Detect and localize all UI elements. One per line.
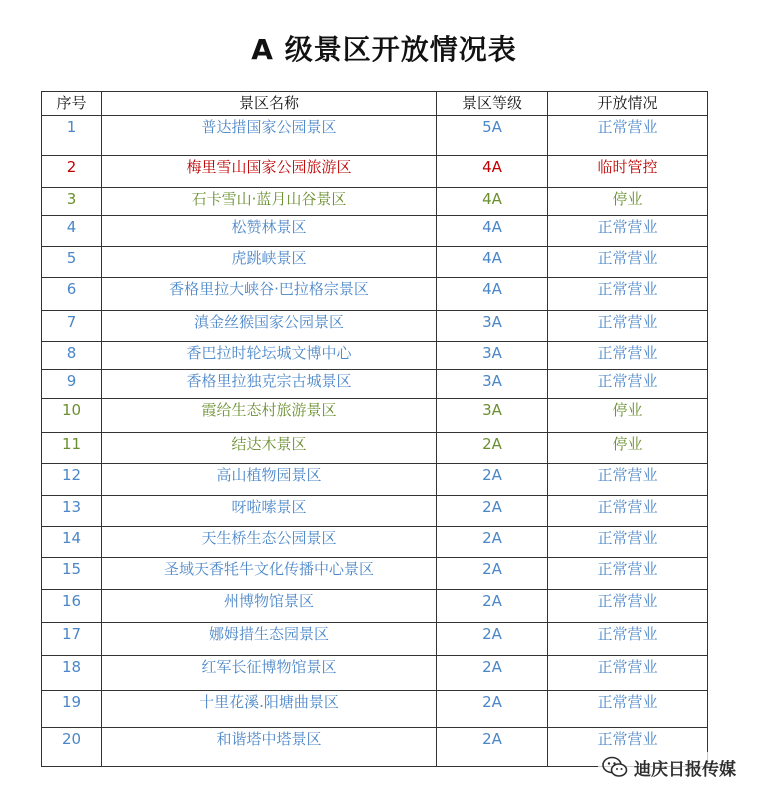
cell-number: 8	[42, 342, 102, 370]
cell-name: 州博物馆景区	[102, 590, 437, 623]
cell-number: 14	[42, 527, 102, 558]
cell-grade: 4A	[437, 156, 548, 188]
cell-name: 虎跳峡景区	[102, 247, 437, 278]
cell-number: 9	[42, 370, 102, 399]
table-row	[42, 464, 708, 496]
cell-grade: 2A	[437, 623, 548, 656]
table-row	[42, 527, 708, 558]
cell-status: 停业	[548, 188, 708, 216]
cell-grade: 4A	[437, 216, 548, 247]
header-number: 序号	[42, 92, 102, 116]
cell-name: 十里花溪.阳塘曲景区	[102, 691, 437, 728]
cell-number: 11	[42, 433, 102, 464]
cell-status: 正常营业	[548, 247, 708, 278]
page-title: A 级景区开放情况表	[251, 33, 517, 66]
cell-number: 5	[42, 247, 102, 278]
cell-grade: 2A	[437, 590, 548, 623]
header-name: 景区名称	[102, 92, 437, 116]
table-header-row	[42, 92, 708, 116]
cell-status: 停业	[548, 399, 708, 433]
cell-name: 圣域天香牦牛文化传播中心景区	[102, 558, 437, 590]
table-row	[42, 370, 708, 399]
table-row	[42, 433, 708, 464]
cell-number: 13	[42, 496, 102, 527]
header-grade: 景区等级	[437, 92, 548, 116]
cell-grade: 2A	[437, 527, 548, 558]
cell-number: 12	[42, 464, 102, 496]
watermark-text: 迪庆日报传媒	[634, 759, 736, 780]
table-row	[42, 311, 708, 342]
cell-name: 高山植物园景区	[102, 464, 437, 496]
cell-status: 正常营业	[548, 370, 708, 399]
cell-status: 正常营业	[548, 216, 708, 247]
cell-name: 红军长征博物馆景区	[102, 656, 437, 691]
cell-name: 呀啦嗦景区	[102, 496, 437, 527]
cell-number: 10	[42, 399, 102, 433]
table-row	[42, 399, 708, 433]
watermark	[598, 752, 740, 782]
cell-status: 正常营业	[548, 623, 708, 656]
table-row	[42, 590, 708, 623]
cell-grade: 3A	[437, 399, 548, 433]
cell-number: 18	[42, 656, 102, 691]
table-row	[42, 116, 708, 156]
cell-name: 娜姆措生态园景区	[102, 623, 437, 656]
cell-grade: 3A	[437, 311, 548, 342]
cell-status: 正常营业	[548, 464, 708, 496]
table-row	[42, 156, 708, 188]
cell-status: 正常营业	[548, 342, 708, 370]
table-row	[42, 342, 708, 370]
cell-status: 正常营业	[548, 691, 708, 728]
cell-grade: 3A	[437, 342, 548, 370]
cell-name: 天生桥生态公园景区	[102, 527, 437, 558]
cell-grade: 2A	[437, 464, 548, 496]
cell-name: 石卡雪山·蓝月山谷景区	[102, 188, 437, 216]
cell-status: 正常营业	[548, 116, 708, 156]
cell-grade: 2A	[437, 728, 548, 767]
cell-name: 霞给生态村旅游景区	[102, 399, 437, 433]
cell-status: 临时管控	[548, 156, 708, 188]
cell-number: 6	[42, 278, 102, 311]
cell-status: 正常营业	[548, 311, 708, 342]
cell-name: 香格里拉独克宗古城景区	[102, 370, 437, 399]
cell-status: 正常营业	[548, 527, 708, 558]
scenic-area-table	[41, 91, 708, 767]
table-row	[42, 558, 708, 590]
wechat-icon	[602, 756, 628, 778]
table-row	[42, 691, 708, 728]
cell-number: 19	[42, 691, 102, 728]
cell-number: 1	[42, 116, 102, 156]
cell-number: 15	[42, 558, 102, 590]
cell-status: 停业	[548, 433, 708, 464]
cell-grade: 4A	[437, 188, 548, 216]
cell-grade: 2A	[437, 496, 548, 527]
cell-grade: 3A	[437, 370, 548, 399]
cell-number: 3	[42, 188, 102, 216]
cell-status: 正常营业	[548, 496, 708, 527]
cell-status: 正常营业	[548, 590, 708, 623]
cell-grade: 2A	[437, 558, 548, 590]
table-row	[42, 278, 708, 311]
cell-number: 20	[42, 728, 102, 767]
cell-number: 7	[42, 311, 102, 342]
cell-name: 梅里雪山国家公园旅游区	[102, 156, 437, 188]
cell-status: 正常营业	[548, 278, 708, 311]
cell-number: 16	[42, 590, 102, 623]
cell-name: 香巴拉时轮坛城文博中心	[102, 342, 437, 370]
cell-status: 正常营业	[548, 656, 708, 691]
cell-number: 4	[42, 216, 102, 247]
cell-name: 结达木景区	[102, 433, 437, 464]
cell-grade: 2A	[437, 656, 548, 691]
cell-grade: 5A	[437, 116, 548, 156]
cell-name: 普达措国家公园景区	[102, 116, 437, 156]
cell-name: 香格里拉大峡谷·巴拉格宗景区	[102, 278, 437, 311]
cell-name: 滇金丝猴国家公园景区	[102, 311, 437, 342]
cell-grade: 2A	[437, 433, 548, 464]
cell-status: 正常营业	[548, 728, 708, 767]
header-status: 开放情况	[548, 92, 708, 116]
cell-grade: 4A	[437, 247, 548, 278]
cell-grade: 4A	[437, 278, 548, 311]
table-row	[42, 496, 708, 527]
cell-status: 正常营业	[548, 558, 708, 590]
cell-grade: 2A	[437, 691, 548, 728]
cell-name: 和谐塔中塔景区	[102, 728, 437, 767]
table-row	[42, 188, 708, 216]
table-row	[42, 656, 708, 691]
cell-number: 2	[42, 156, 102, 188]
table-row	[42, 247, 708, 278]
table-row	[42, 623, 708, 656]
cell-name: 松赞林景区	[102, 216, 437, 247]
cell-number: 17	[42, 623, 102, 656]
table-row	[42, 216, 708, 247]
